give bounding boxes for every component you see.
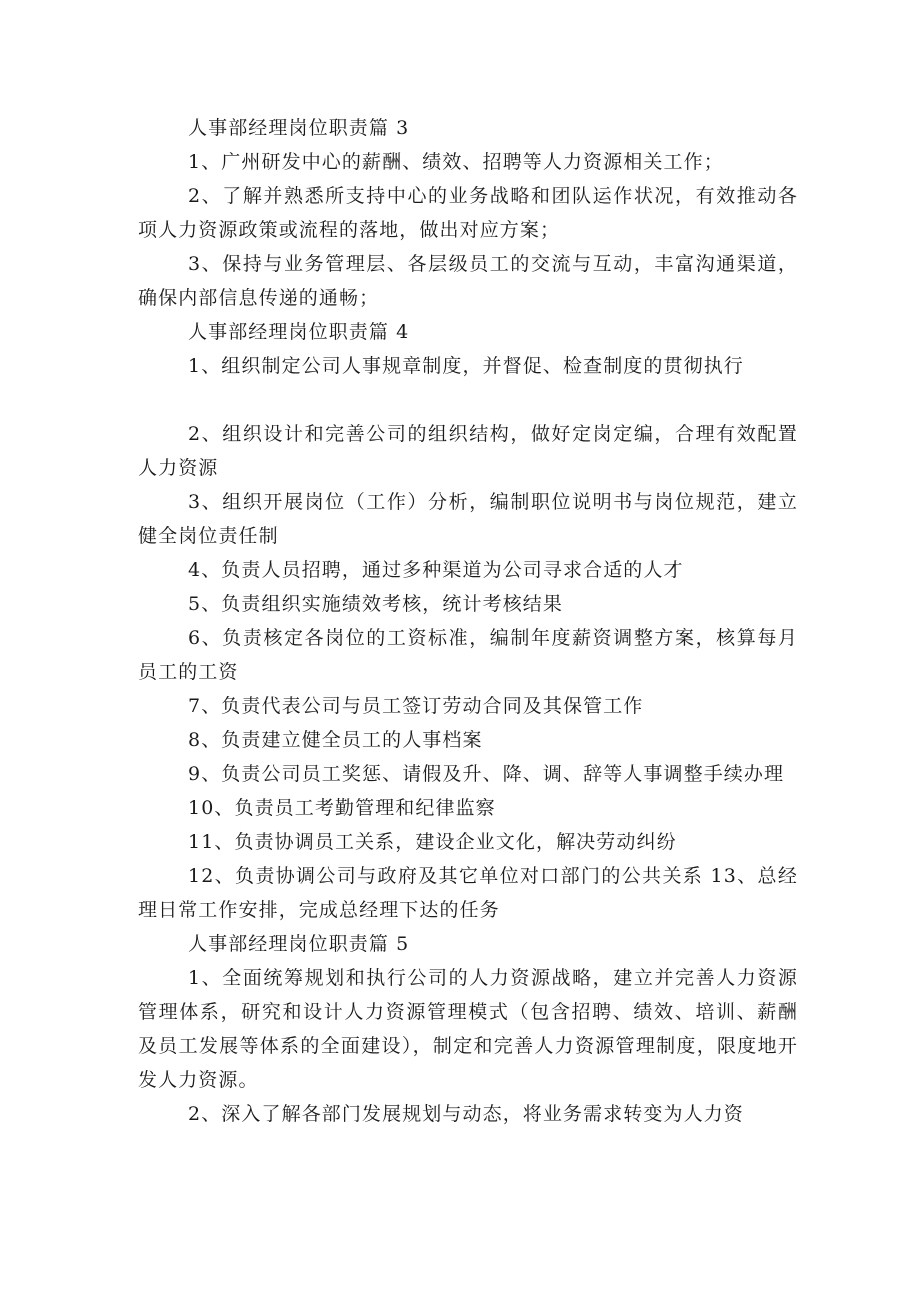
paragraph: 6、负责核定各岗位的工资标准，编制年度薪资调整方案，核算每月员工的工资: [138, 627, 798, 683]
paragraph: 2、了解并熟悉所支持中心的业务战略和团队运作状况，有效推动各项人力资源政策或流程的落地，做出对应方案；: [138, 185, 798, 241]
paragraph: 9、负责公司员工奖惩、请假及升、降、调、辞等人事调整手续办理: [188, 763, 785, 785]
paragraph: 2、深入了解各部门发展规划与动态，将业务需求转变为人力资: [188, 1103, 744, 1125]
section-heading-5: 人事部经理岗位职责篇 5: [188, 933, 410, 955]
paragraph: 1、组织制定公司人事规章制度，并督促、检查制度的贯彻执行: [188, 355, 744, 377]
paragraph: 8、负责建立健全员工的人事档案: [188, 729, 483, 751]
paragraph: 11、负责协调员工关系，建设企业文化，解决劳动纠纷: [188, 831, 677, 853]
paragraph: 12、负责协调公司与政府及其它单位对口部门的公共关系 13、总经理日常工作安排，完成总经理下达的任务: [138, 865, 798, 921]
paragraph: 10、负责员工考勤管理和纪律监察: [188, 797, 496, 819]
section-heading-4: 人事部经理岗位职责篇 4: [188, 321, 410, 343]
paragraph-spacer: [138, 383, 798, 417]
section-heading-3: 人事部经理岗位职责篇 3: [188, 117, 410, 139]
paragraph: 3、保持与业务管理层、各层级员工的交流与互动，丰富沟通渠道，确保内部信息传递的通畅；: [138, 253, 798, 309]
paragraph: 4、负责人员招聘，通过多种渠道为公司寻求合适的人才: [188, 559, 684, 581]
paragraph: 3、组织开展岗位（工作）分析，编制职位说明书与岗位规范，建立健全岗位责任制: [138, 491, 798, 547]
paragraph: 1、全面统筹规划和执行公司的人力资源战略，建立并完善人力资源管理体系，研究和设计人力资源管理模式（包含招聘、绩效、培训、薪酬及员工发展等体系的全面建设），制定和完善人力资源管理制度，限度地开发人力资源。: [138, 967, 798, 1091]
paragraph: 7、负责代表公司与员工签订劳动合同及其保管工作: [188, 695, 644, 717]
paragraph: 1、广州研发中心的薪酬、绩效、招聘等人力资源相关工作；: [188, 151, 724, 173]
paragraph: 5、负责组织实施绩效考核，统计考核结果: [188, 593, 563, 615]
paragraph: 2、组织设计和完善公司的组织结构，做好定岗定编，合理有效配置人力资源: [138, 423, 798, 479]
document-body: [138, 111, 798, 1131]
